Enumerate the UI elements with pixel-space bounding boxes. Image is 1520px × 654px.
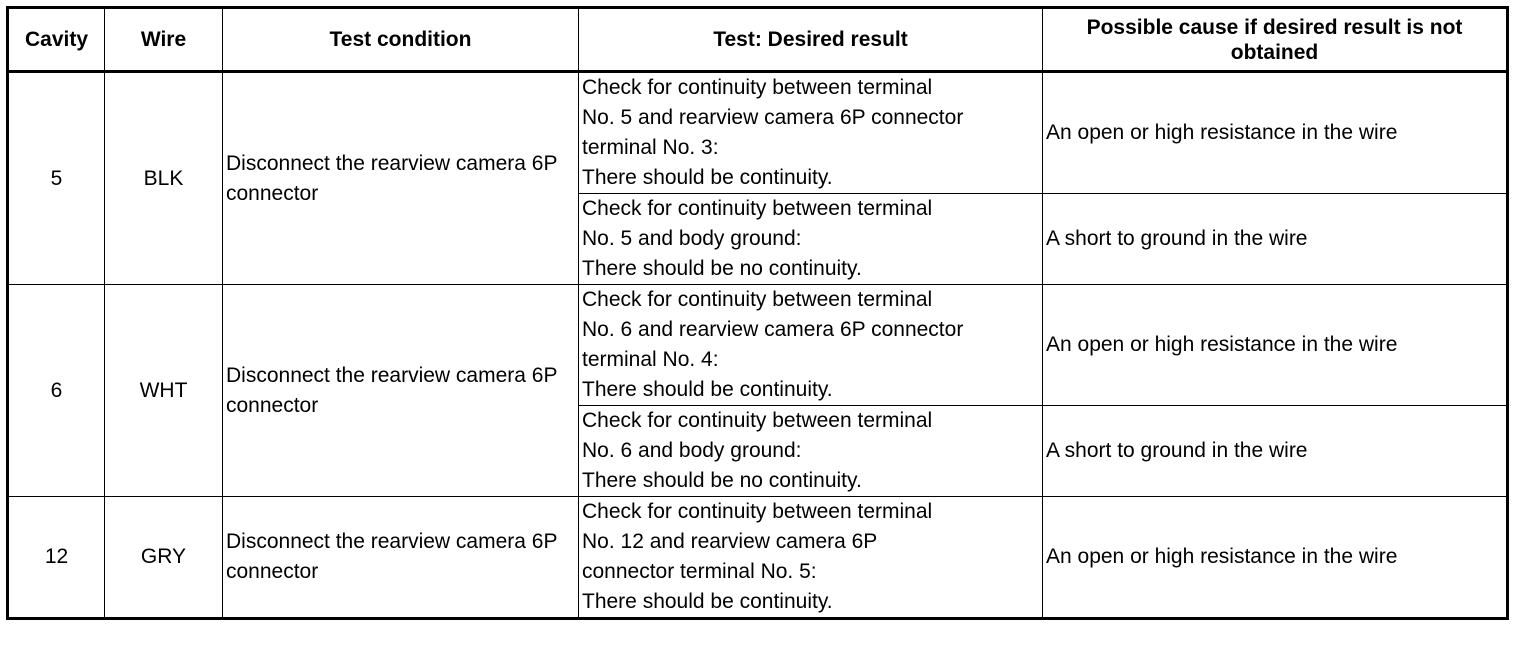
possible-cause-cell: An open or high resistance in the wire	[1043, 72, 1508, 194]
test-condition-cell: Disconnect the rearview camera 6P connector	[223, 497, 579, 619]
wire-test-table	[6, 6, 1509, 620]
possible-cause-cell: A short to ground in the wire	[1043, 406, 1508, 497]
header-possible-cause: Possible cause if desired result is not obtained	[1043, 8, 1508, 72]
possible-cause-cell: An open or high resistance in the wire	[1043, 285, 1508, 406]
test-condition-cell: Disconnect the rearview camera 6P connector	[223, 72, 579, 285]
cavity-cell: 5	[8, 72, 105, 285]
table-row	[8, 285, 1508, 406]
desired-result-cell: Check for continuity between terminal No. 6 and rearview camera 6P connector terminal No. 4: There should be continuity.	[579, 285, 1043, 406]
header-test-condition: Test condition	[223, 8, 579, 72]
table-header-row	[8, 8, 1508, 72]
header-desired-result: Test: Desired result	[579, 8, 1043, 72]
cavity-cell: 12	[8, 497, 105, 619]
desired-result-cell: Check for continuity between terminal No. 6 and body ground: There should be no continuity.	[579, 406, 1043, 497]
possible-cause-cell: A short to ground in the wire	[1043, 194, 1508, 285]
wire-cell: WHT	[105, 285, 223, 497]
diagnostic-table-container	[6, 6, 1509, 620]
wire-cell: BLK	[105, 72, 223, 285]
desired-result-cell: Check for continuity between terminal No. 5 and rearview camera 6P connector terminal No. 3: There should be continuity.	[579, 72, 1043, 194]
cavity-cell: 6	[8, 285, 105, 497]
desired-result-cell: Check for continuity between terminal No. 5 and body ground: There should be no continuity.	[579, 194, 1043, 285]
wire-cell: GRY	[105, 497, 223, 619]
table-row	[8, 72, 1508, 194]
test-condition-cell: Disconnect the rearview camera 6P connector	[223, 285, 579, 497]
possible-cause-cell: An open or high resistance in the wire	[1043, 497, 1508, 619]
header-wire: Wire	[105, 8, 223, 72]
desired-result-cell: Check for continuity between terminal No. 12 and rearview camera 6P connector terminal No. 5: There should be continuity.	[579, 497, 1043, 619]
table-row	[8, 497, 1508, 619]
header-cavity: Cavity	[8, 8, 105, 72]
